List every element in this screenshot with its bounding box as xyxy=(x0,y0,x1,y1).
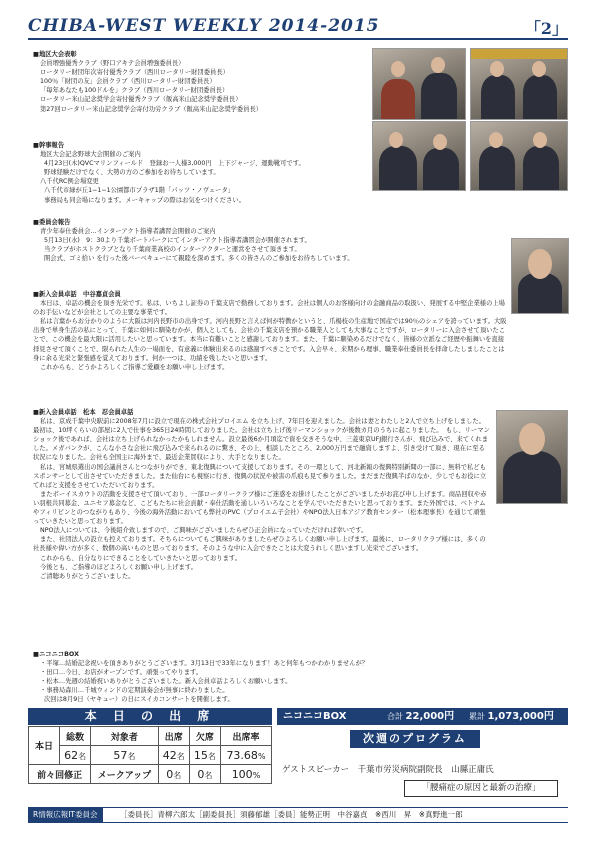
attendance-title: 本 日 の 出 席 xyxy=(28,708,272,725)
section-heading: ■ニコニコBOX xyxy=(33,651,79,658)
list-item: 次回は8月9日（ヤキュー）の日にスイカコンサートを開催します。 xyxy=(44,696,234,704)
attendance-table xyxy=(28,726,272,784)
speech-nakatani-section xyxy=(33,290,507,372)
paragraph: NPO法人については、今後紹介致しますので、ご興味がございましたらぜひ正会員になっていただければ幸いです。 xyxy=(40,527,368,535)
makeup-label: メークアップ xyxy=(91,765,158,784)
program-topic: 「腰痛症の原因と最新の治療」 xyxy=(404,780,558,797)
list-item: ロータリー財団年次寄付優秀クラブ（西川ロータリー財団委員長） xyxy=(40,69,229,77)
col-header-eligible: 対象者 xyxy=(91,727,158,746)
header-divider xyxy=(28,38,568,40)
newsletter-title: CHIBA-WEST WEEKLY 2014-2015 xyxy=(28,16,380,36)
section-heading: ■地区大会表彰 xyxy=(33,51,77,58)
cell-rate: 73.68% xyxy=(221,746,272,765)
list-item: 八千代市緑が丘1−1−1公園都市プラザ1階「パッツ・ノヴェータ」 xyxy=(44,187,235,195)
cell-total: 62名 xyxy=(60,746,91,765)
list-item: 「毎年あなたも100ドルを」クラブ（西川ロータリー財団委員長） xyxy=(40,87,229,95)
list-item: 当クラブがホストクラブとなり千葉商業高校のインターアクターと運営をさせて頂きます。 xyxy=(44,246,301,254)
subheading: 地区大会記念野球大会開催のご案内 xyxy=(40,151,141,159)
paragraph: ご清聴ありがとうございました。 xyxy=(40,572,135,580)
cell-absent: 15名 xyxy=(189,746,220,765)
committee-report-section xyxy=(33,218,433,263)
list-item: ・事務局森川…千城ウィンドの定期演奏会が無事に終わりました。 xyxy=(40,687,229,695)
section-heading: ■幹事報告 xyxy=(33,142,65,149)
award-photo-1 xyxy=(372,48,466,120)
list-item: 事務局も同会場になります。メーキャップの際はお気をつけください。 xyxy=(44,196,245,204)
col-header-present: 出席 xyxy=(158,727,189,746)
list-item: 会員増強優秀クラブ（野口アキテ会員増強委員長） xyxy=(40,60,185,68)
award-photo-2 xyxy=(470,48,568,120)
list-item: 野球経験だけでなく、大勢の方のご参加をお待ちしています。 xyxy=(44,169,220,177)
cell-prev-rate: 100% xyxy=(221,765,272,784)
paragraph: 私は、京成千葉中央駅前に2008年7月に設立で現在の株式会社プロイエム を立ち上げ、7年目を迎えました。会社は妻とわたしと2人で立ち上げをしました。最初は、10坪くらいの部屋に2人で仕事を365日24時間しておりました。会社は立ち上げ後リーマンショックが後数カ月のうちに起こりました。 もし、リーマンショック後であれば、会社は立ち上げられなかったかもしれません。設立最後6か月頃迄で資を交きそうな中、三菱東京UFJ銀行さんが、飛び込みで、来てくれました。メガバンクが、こんな小さな会社に飛び込みで来られるのに驚き、その上、相談したところ、2,000万円まで融資しますよ、引き受けて頂き、現在に至る状況になりました。会社も全国主に海外まで、最近企業買収により、大手となりました。 xyxy=(33,418,490,462)
list-item: 第27回ロータリー米山記念奨学会寄付功労クラブ（飯高米山記念奨学委員長） xyxy=(40,105,263,113)
district-awards-section xyxy=(33,50,363,114)
subheading: 青少年奉仕委員会…インターアクト指導者講習会開催のご案内 xyxy=(40,228,216,236)
row-label-previous: 前々回修正 xyxy=(29,765,91,784)
list-item: 5月13日(水) 9：30より千葉ポートパークにてインターアクト指導者講習会が開催されます。 xyxy=(44,237,311,245)
committee-name: R情報広報IT委員会 xyxy=(28,808,103,822)
paragraph: またボーイスカウトの活動を支援させて頂いており、一部ロータリークラブ様にご迷惑をお掛けしたことがございましたがお詫び申し上げます。商品回収や赤い羽根共同募金、ユニセフ募金など、こどもたちに社会貢献・奉仕活動を通しいろいろなことを学んでいただきたいと思っております。また外国では、ベトナムやフィリピンとのつながりもあり、今後の海外活動においても弊社のPVC（プロイエム子会社）やNPO法人日本アジア教育センター（松本理事長）を通じて頑張っていきたいと思っております。 xyxy=(33,490,487,526)
speaker-photo-nakatani xyxy=(511,238,569,314)
cell-makeup: 0名 xyxy=(158,765,189,784)
paragraph: これからも、どうかよろしくご指導ご愛顧をお願い申し上げます。 xyxy=(40,363,229,371)
paragraph: 私は、宮城県選出の国会議員さんとつながりができ、東北復興について支援しております。その一環として、河北新報の復興特別新聞の一部に、無料で私どもスポンサーとして出させていただきました。また仙台にも視察に行き、復興の状況や被害の爪痕も見て参りました。まだまだ復興半ばのなか、少しでもお役に立てればと支援をさせていただいております。 xyxy=(33,463,487,489)
section-heading: ■新入会員卓話 中谷嘉貞会員 xyxy=(33,291,121,298)
list-item: 開会式、ゴミ拾い を行った後バーベキューにて親睦を深めます。多くの皆さんのご参加をお待ちしています。 xyxy=(44,255,354,263)
paragraph: これからも、自分なりにできることをしていきたいと思っております。 xyxy=(40,554,241,562)
speech-matsumoto-section xyxy=(33,408,491,581)
page-number: 「2」 xyxy=(524,19,568,38)
list-item: ロータリー米山記念奨学会寄付優秀クラブ（飯高米山記念奨学委員長） xyxy=(40,96,242,104)
nikoniko-section xyxy=(33,650,553,705)
paragraph: 今後とも、ご指導のほどよろしくお願い申し上げます。 xyxy=(40,563,197,571)
col-header-absent: 欠席 xyxy=(189,727,220,746)
col-header-rate: 出席率 xyxy=(221,727,272,746)
row-label-today: 本日 xyxy=(29,727,60,765)
nikoniko-today: 合計 22,000円 xyxy=(387,711,455,722)
award-photo-4 xyxy=(470,121,568,191)
award-photo-3 xyxy=(372,121,466,191)
col-header-total: 総数 xyxy=(60,727,91,746)
section-heading: ■委員会報告 xyxy=(33,219,71,226)
page-footer xyxy=(28,807,568,823)
speaker-photo-matsumoto xyxy=(496,410,568,504)
page-header xyxy=(28,14,568,40)
subheading: 八千代RC例会場変更 xyxy=(40,178,99,186)
guest-speaker: ゲストスピーカー 千葉市労災病院副院長 山縣正庸氏 xyxy=(282,765,494,775)
secretary-report-section xyxy=(33,141,363,205)
list-item: 4月23日(木)QVCマリンフィールド 登録お一人様3,000円 上下ジャージ、運動靴可です。 xyxy=(44,160,305,168)
nikoniko-box-title: ニコニコBOX xyxy=(283,711,347,722)
cell-present: 42名 xyxy=(158,746,189,765)
list-item: ・平塚…結婚記念祝いを頂きありがとうございます。3月13日で33年になります！あと何年もつかわかりませんが？ xyxy=(40,660,369,668)
list-item: ・松本…先週の結婚祝いありがとうございました。新入会員卓話よろしくお願いします。 xyxy=(40,678,292,686)
nikoniko-total: 累計 1,073,000円 xyxy=(469,711,554,722)
list-item: 100％「財団の友」会員クラブ（西川ロータリー財団委員長） xyxy=(40,78,216,86)
committee-members: ［委員長］青柳六郎太［副委員長］須藤郁雄［委員］能勢正明 中谷嘉貞 ※西川 昇 ※真野進一郎 xyxy=(120,810,463,819)
list-item: ・田口…今日、お店がオープンです。頑張ってやります。 xyxy=(40,669,203,677)
nikoniko-box-bar xyxy=(277,708,568,725)
cell-prev-absent: 0名 xyxy=(189,765,220,784)
next-program-title: 次週のプログラム xyxy=(350,730,480,748)
section-heading: ■新入会員卓話 松本 忍会員卓話 xyxy=(33,409,134,416)
paragraph: また、社団法人の設立も控えております。そちらについてもご興味がありましたらぜひよろしくお願い申し上げます。最後に、ロータリクラブ様には、多くの社長様や偉い方が多く、数個の高いものと思っております。そのような中に入会できたことは大変うれしく思いますし光栄でございます。 xyxy=(33,536,486,553)
paragraph: 私は言葉からお分かりのように大阪は河内長野市の出身です。河内長野と言えば何が特徴かというと、爪楊枝の生産地で国産では90％のシェアを誇っています。大阪出身で単身生活の私にとって、千葉に如何に馴染むかが、個人としても、会社の千葉支店を預かる職業人としても大事なことですが、ロータリーに入会させて頂いたことで、この機会を最大限に活用したいと思っています。本当に有難いことと感謝しております。また、千葉に馴染めるだけでなく、皆様の立派なご経歴や振舞いを直接拝見させて頂くことで、限られた人生の一場面を、有意義に体験出来るのは感謝すべきことです。入会早々、来期から理事、職業奉仕委員長を拝命したしましたことは身に余る光栄と緊張感を覚えております。何か一つは、功績を残したいと思います。 xyxy=(33,318,507,362)
paragraph: 本日は、卓話の機会を頂き光栄です。私は、いちよし証券の千葉支店で勤務しております。会社は個人のお客様向けの金融商品の取扱い、発展する中堅企業様の上場のお手伝いなどが会社としての主要な事業です。 xyxy=(33,300,505,317)
cell-eligible: 57名 xyxy=(91,746,158,765)
